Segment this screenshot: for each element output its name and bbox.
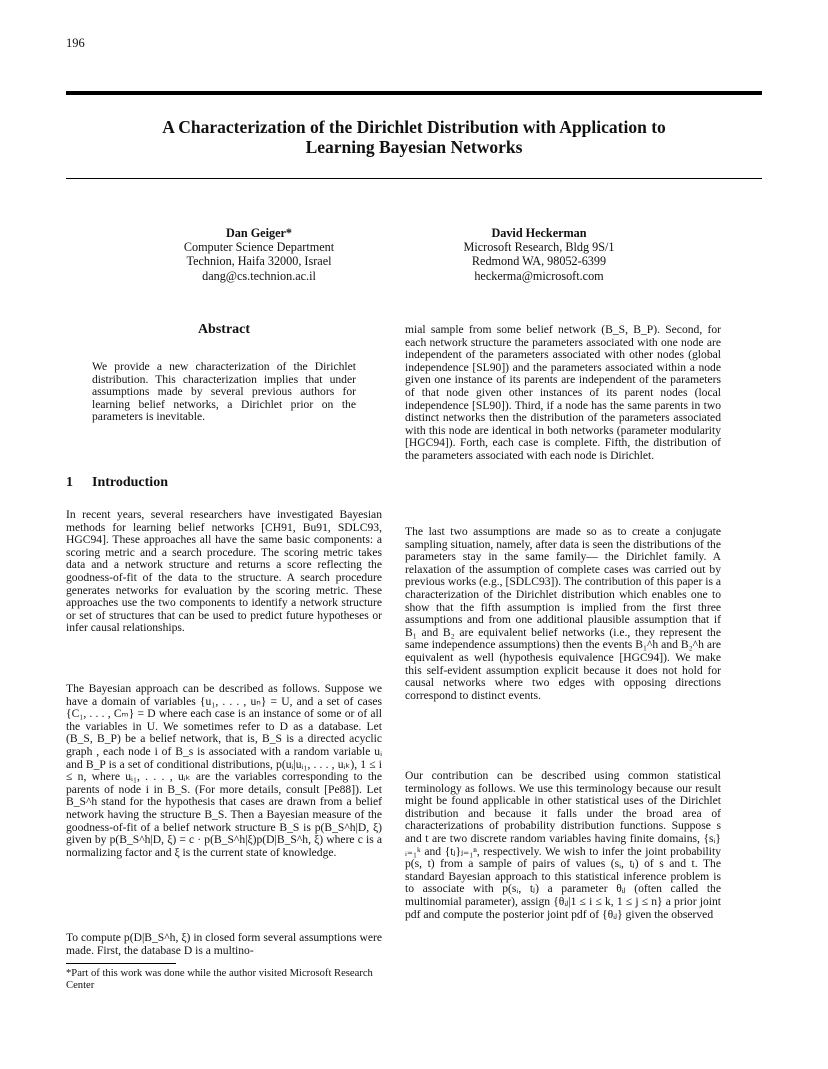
right-column-paragraph-3 bbox=[405, 770, 721, 921]
paragraph: In recent years, several researchers have investigated Bayesian methods for learning belief networks [CH91, Bu91, SDLC93, HGC94]. These approaches all have the same basic components: a scoring metric and a search procedure. The scoring metric takes data and a network structure and returns a score reflecting the goodness-of-fit of the data to the structure. A search procedure generates networks for evaluation by the scoring metric. These approaches use the two components to identify a network structure or set of structures that can be used to predict future hypotheses or infer causal relationships. bbox=[66, 508, 382, 635]
left-column-paragraph-3 bbox=[66, 932, 382, 957]
title-line-2: Learning Bayesian Networks bbox=[305, 137, 523, 157]
abstract-body: We provide a new characterization of the Dirichlet distribution. This characterization implies that under assumptions made by several previous authors for learning belief networks, a Dirichlet prior on the parameters is inevitable. bbox=[92, 360, 356, 424]
left-column-paragraph-2 bbox=[66, 683, 382, 859]
author-block-1 bbox=[139, 226, 379, 283]
paper-title bbox=[66, 117, 762, 157]
page-number: 196 bbox=[66, 36, 85, 50]
author-name: David Heckerman bbox=[491, 226, 587, 240]
footnote: *Part of this work was done while the author visited Microsoft Research Center bbox=[66, 968, 373, 991]
author-name: Dan Geiger* bbox=[225, 226, 292, 240]
author-affiliation: Microsoft Research, Bldg 9S/1 bbox=[463, 240, 615, 255]
author-affiliation: Computer Science Department bbox=[183, 240, 335, 255]
section-number: 1 bbox=[66, 475, 73, 490]
left-column-paragraph-1 bbox=[66, 509, 382, 635]
author-block-2 bbox=[419, 226, 659, 283]
paragraph: To compute p(D|B_S^h, ξ) in closed form several assumptions were made. First, the database D is a multino- bbox=[66, 931, 382, 957]
author-email: heckerma@microsoft.com bbox=[474, 268, 604, 283]
right-column-paragraph-2 bbox=[405, 526, 721, 702]
section-title: Introduction bbox=[92, 475, 168, 490]
author-address: Redmond WA, 98052-6399 bbox=[471, 254, 607, 269]
paragraph: mial sample from some belief network (B_S, B_P). Second, for each network structure the parameters associated with one node are independent of the parameters associated with other nodes (global independence [SL90]) and the parameters associated within a node given one instance of its parents are independent of the parameters of that node given other instances of its parent nodes (local independence [SL90]). Third, if a node has the same parents in two distinct networks then the distribution of the parameters associated with this node are identical in both networks (parameter modularity [HGC94]). Forth, each case is complete. Fifth, the distribution of the parameters associated with each node is Dirichlet. bbox=[405, 323, 721, 462]
right-column-paragraph-1 bbox=[405, 324, 721, 463]
title-rule-bottom bbox=[66, 178, 762, 179]
author-address: Technion, Haifa 32000, Israel bbox=[186, 254, 332, 269]
paragraph: The Bayesian approach can be described as follows. Suppose we have a domain of variables {u₁, . . . , uₙ} = U, and a set of cases {C₁, . . . , Cₘ} = D where each case is an instance of some or of all the variables in U. We sometimes refer to D as a database. Let (B_S, B_P) be a belief network, that is, B_S is a directed acyclic graph , each node i of B_s is associated with a random variable uᵢ and B_P is a set of conditional distributions, p(uᵢ|uᵢ₁, . . . , uᵢₖ), 1 ≤ i ≤ n, where uᵢ₁, . . . , uᵢₖ are the variables corresponding to the parents of node i in B_S. (For more details, consult [Pe88]). Let B_S^h stand for the hypothesis that cases are drawn from a belief network having the structure B_S. Then a Bayesian measure of the goodness-of-fit of a belief network structure B_S is p(B_S^h|D, ξ) given by p(B_S^h|D, ξ) = c · p(B_S^h|ξ)p(D|B_S^h, ξ) where c is a normalizing factor and ξ is the current state of knowledge. bbox=[66, 682, 382, 859]
footnote-rule bbox=[66, 963, 176, 964]
abstract-heading: Abstract bbox=[197, 322, 251, 337]
paragraph: Our contribution can be described using common statistical terminology as follows. We use this terminology because our result might be found applicable in other statistical uses of the Dirichlet distribution and because it falls under the broad area of characterizations of probability distribution functions. Suppose s and t are two discrete random variables having finite domains, {sᵢ}ᵢ₌₁ᵏ and {tⱼ}ⱼ₌₁ⁿ, respectively. We wish to infer the joint probability p(s, t) from a sample of pairs of values (sᵢ, tⱼ) of s and t. The standard Bayesian approach to this statistical inference problem is to associate with p(sᵢ, tⱼ) a parameter θᵢⱼ (often called the multinomial parameter), assign {θᵢⱼ|1 ≤ i ≤ k, 1 ≤ j ≤ n} a prior joint pdf and compute the posterior joint pdf of {θᵢⱼ} given the observed bbox=[405, 769, 721, 921]
section-heading bbox=[66, 475, 168, 491]
paragraph: The last two assumptions are made so as to create a conjugate sampling situation, namely, after data is seen the distributions of the parameters stay in the same family— the Dirichlet family. A relaxation of the assumption of complete cases was carried out by previous works (e.g., [SDLC93]). The contribution of this paper is a characterization of the Dirichlet distribution which enables one to show that the fifth assumption is implied from the first three assumptions and from one additional plausible assumption that if B₁ and B₂ are equivalent belief networks (i.e., they represent the same independence assumptions) then the events B₁^h and B₂^h are equivalent as well (hypothesis equivalence [HGC94]). We make this self-evident assumption explicit because it does not hold for causal networks where two edges with opposing directions correspond to distinct events. bbox=[405, 525, 721, 702]
author-email: dang@cs.technion.ac.il bbox=[202, 268, 316, 283]
title-line-1: A Characterization of the Dirichlet Distribution with Application to bbox=[162, 117, 666, 137]
title-rule-top bbox=[66, 91, 762, 95]
